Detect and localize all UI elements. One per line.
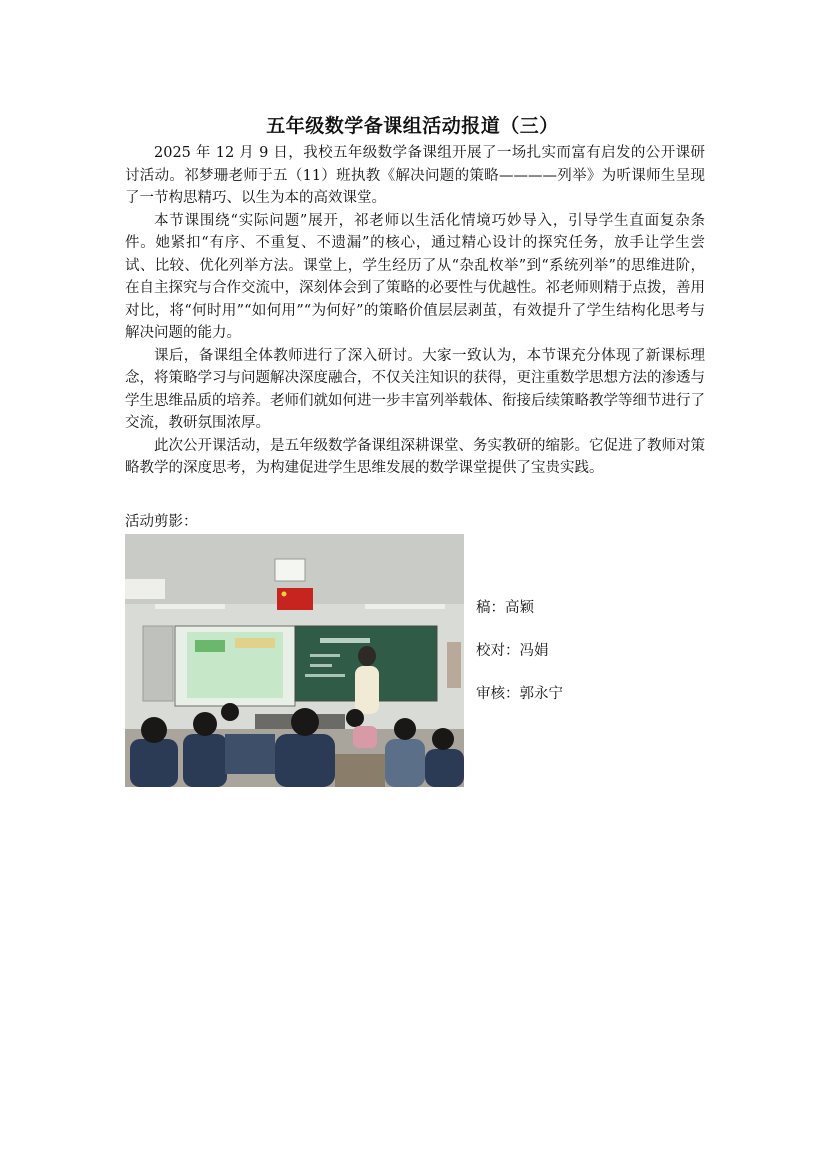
classroom-photo — [125, 534, 464, 787]
credit-reviewer: 审核：郭永宁 — [476, 686, 563, 702]
classroom-photo-illustration — [125, 534, 464, 787]
credit-proofread: 校对：冯娟 — [476, 643, 549, 659]
article-body — [125, 142, 705, 480]
document-title: 五年级数学备课组活动报道（三） — [266, 115, 559, 137]
paragraph-4: 此次公开课活动，是五年级数学备课组深耕课堂、务实教研的缩影。它促进了教师对策略教学的深度思考，为构建促进学生思维发展的数学课堂提供了宝贵实践。 — [125, 437, 705, 476]
paragraph-1: 2025 年 12 月 9 日，我校五年级数学备课组开展了一场扎实而富有启发的公开课研讨活动。祁梦珊老师于五（11）班执教《解决问题的策略————列举》为听课师生呈现了一节构思精巧、以生为本的高效课堂。 — [125, 145, 705, 206]
credit-author: 稿：高颖 — [476, 600, 534, 616]
credits-block — [476, 597, 563, 726]
paragraph-2: 本节课围绕“实际问题”展开，祁老师以生活化情境巧妙导入，引导学生直面复杂条件。她紧扣“有序、不重复、不遗漏”的核心，通过精心设计的探究任务，放手让学生尝试、比较、优化列举方法。课堂上，学生经历了从“杂乱枚举”到“系统列举”的思维进阶，在自主探究与合作交流中，深刻体会到了策略的必要性与优越性。祁老师则精于点拨，善用对比，将“何时用”“如何用”“为何好”的策略价值层层剥茧，有效提升了学生结构化思考与解决问题的能力。 — [125, 212, 705, 341]
paragraph-3: 课后，备课组全体教师进行了深入研讨。大家一致认为，本节课充分体现了新课标理念，将策略学习与问题解决深度融合，不仅关注知识的获得，更注重数学思想方法的渗透与学生思维品质的培养。老师们就如何进一步丰富列举载体、衔接后续策略教学等细节进行了交流，教研氛围浓厚。 — [125, 347, 705, 431]
photo-caption: 活动剪影： — [125, 514, 198, 530]
